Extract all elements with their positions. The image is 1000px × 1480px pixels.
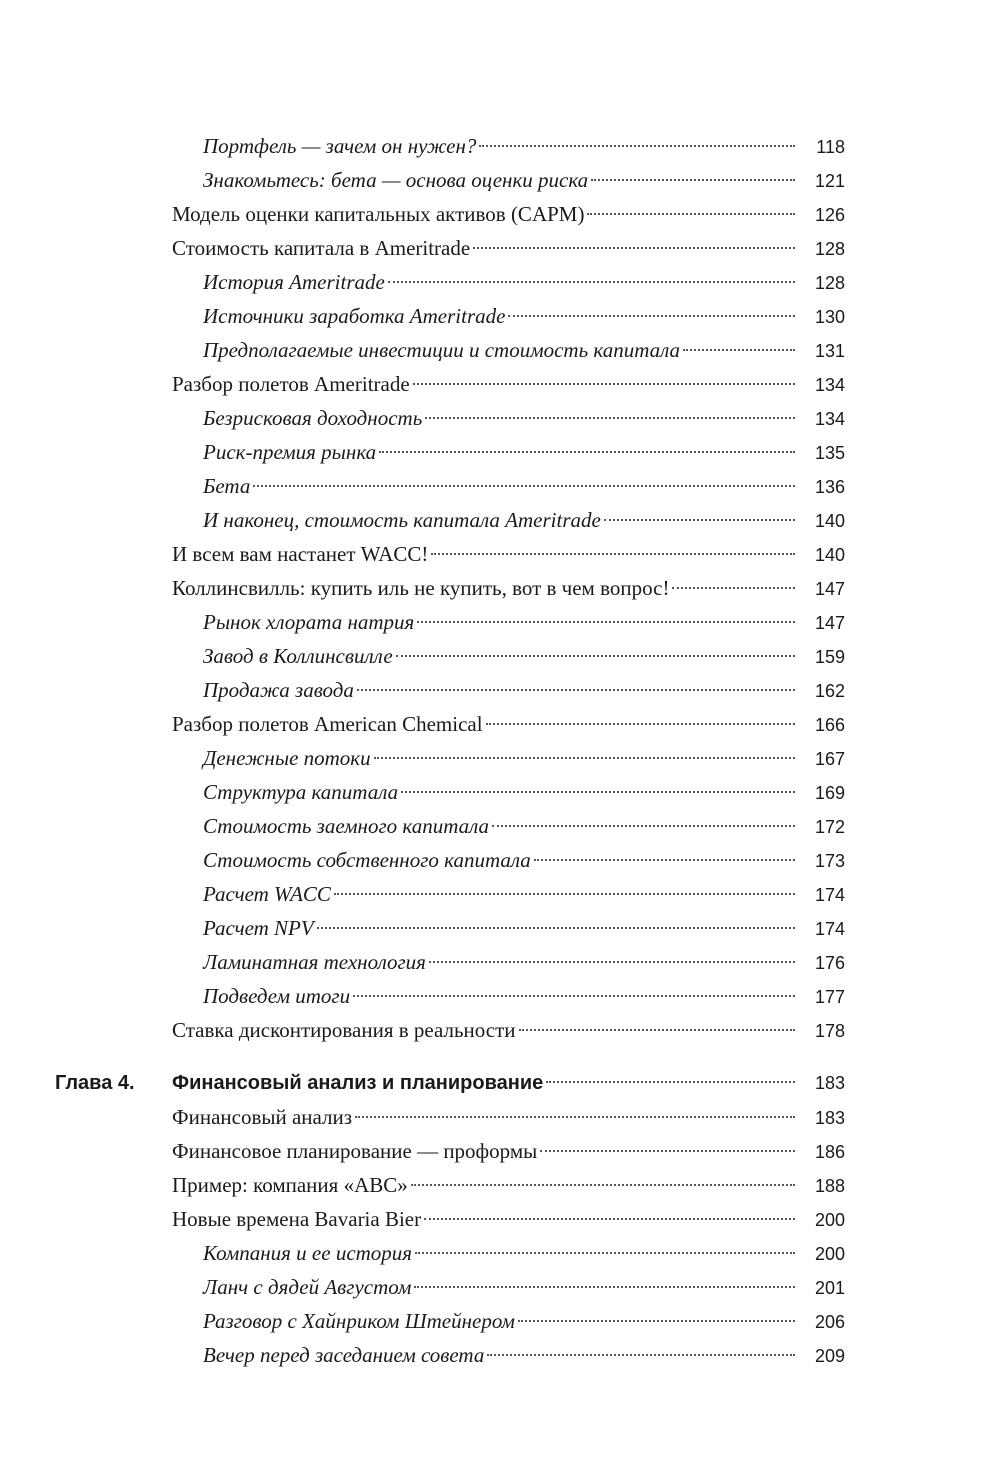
toc-entry-page-number: 126 (814, 205, 845, 225)
toc-entry-title: Предполагаемые инвестиции и стоимость капитала (203, 338, 681, 362)
toc-subsection-entry (203, 911, 845, 945)
toc-subsection-entry (203, 639, 845, 673)
toc-section-entry (172, 231, 845, 265)
toc-entry-page-number: 147 (814, 613, 845, 633)
table-of-contents (0, 129, 1000, 1372)
toc-entry-title: Денежные потоки (203, 746, 371, 770)
toc-entry-title: Портфель — зачем он нужен? (203, 134, 477, 158)
dot-leader (672, 587, 795, 589)
toc-subsection-entry (203, 775, 845, 809)
toc-entry-page-number: 209 (814, 1346, 845, 1366)
toc-entry-title: И наконец, стоимость капитала Ameritrade (203, 508, 601, 532)
toc-subsection-entry (203, 1304, 845, 1338)
toc-section-entry (172, 367, 845, 401)
toc-entry-page-number: 173 (814, 851, 845, 871)
dot-leader (683, 349, 795, 351)
toc-section-entry (172, 1134, 845, 1168)
toc-entry-page-number: 140 (814, 511, 845, 531)
toc-entry-page-number: 128 (814, 239, 845, 259)
dot-leader (486, 723, 795, 725)
dot-leader (508, 315, 795, 317)
toc-entry-title: Завод в Коллинсвилле (203, 644, 393, 668)
toc-subsection-entry (203, 299, 845, 333)
toc-entry-title: История Ameritrade (203, 270, 385, 294)
toc-entry-title: Финансовый анализ и планирование (172, 1072, 544, 1094)
toc-entry-page-number: 121 (814, 171, 845, 191)
toc-subsection-entry (203, 1236, 845, 1270)
toc-entry-title: Знакомьтесь: бета — основа оценки риска (203, 168, 589, 192)
chapter-label: Глава 4. (55, 1072, 135, 1094)
toc-subsection-entry (203, 503, 845, 537)
toc-entry-page-number: 134 (814, 409, 845, 429)
toc-section-entry (172, 571, 845, 605)
toc-entry-title: Стоимость собственного капитала (203, 848, 531, 872)
dot-leader (357, 689, 795, 691)
toc-entry-title: Расчет WACC (203, 882, 331, 906)
dot-leader (396, 655, 795, 657)
toc-entry-title: Разговор с Хайнриком Штейнером (203, 1309, 515, 1333)
toc-entry-page-number: 172 (814, 817, 845, 837)
toc-entry-title: Бета (203, 474, 251, 498)
toc-subsection-entry (203, 843, 845, 877)
toc-chapter-entry (55, 1066, 845, 1100)
toc-entry-page-number: 174 (814, 919, 845, 939)
toc-entry-page-number: 183 (814, 1073, 845, 1093)
toc-entry-page-number: 174 (814, 885, 845, 905)
toc-entry-page-number: 206 (814, 1312, 845, 1332)
toc-entry-title: Стоимость капитала в Ameritrade (172, 236, 471, 260)
toc-entry-title: Стоимость заемного капитала (203, 814, 490, 838)
toc-entry-page-number: 134 (814, 375, 845, 395)
toc-subsection-entry (203, 877, 845, 911)
toc-entry-page-number: 178 (814, 1021, 845, 1041)
toc-entry-page-number: 176 (814, 953, 845, 973)
toc-section-entry (172, 1100, 845, 1134)
dot-leader (415, 1252, 795, 1254)
dot-leader (317, 927, 795, 929)
toc-subsection-entry (203, 469, 845, 503)
dot-leader (388, 281, 795, 283)
dot-leader (519, 1029, 795, 1031)
toc-entry-title: Финансовый анализ (172, 1105, 353, 1129)
toc-entry-title: Модель оценки капитальных активов (CAPM) (172, 202, 585, 226)
toc-section-entry (172, 707, 845, 741)
dot-leader (353, 995, 795, 997)
toc-entry-title: Риск-премия рынка (203, 440, 377, 464)
toc-subsection-entry (203, 809, 845, 843)
toc-section-entry (172, 197, 845, 231)
toc-entry-page-number: 140 (814, 545, 845, 565)
toc-section-entry (172, 1013, 845, 1047)
dot-leader (253, 485, 795, 487)
toc-entry-title: Ланч с дядей Августом (203, 1275, 412, 1299)
toc-subsection-entry (203, 401, 845, 435)
dot-leader (429, 961, 795, 963)
dot-leader (424, 1218, 795, 1220)
toc-subsection-entry (203, 129, 845, 163)
toc-entry-title: Новые времена Bavaria Bier (172, 1207, 422, 1231)
toc-entry-page-number: 177 (814, 987, 845, 1007)
dot-leader (518, 1320, 795, 1322)
toc-entry-title: Вечер перед заседанием совета (203, 1343, 485, 1367)
dot-leader (492, 825, 795, 827)
toc-entry-title: Ламинатная технология (203, 950, 426, 974)
dot-leader (374, 757, 795, 759)
toc-entry-page-number: 166 (814, 715, 845, 735)
dot-leader (431, 553, 795, 555)
dot-leader (473, 247, 795, 249)
dot-leader (587, 213, 795, 215)
toc-subsection-entry (203, 741, 845, 775)
toc-section-entry (172, 1202, 845, 1236)
toc-entry-title: Подведем итоги (203, 984, 351, 1008)
toc-subsection-entry (203, 979, 845, 1013)
dot-leader (379, 451, 795, 453)
toc-subsection-entry (203, 163, 845, 197)
toc-subsection-entry (203, 605, 845, 639)
toc-entry-page-number: 118 (816, 137, 845, 157)
toc-subsection-entry (203, 945, 845, 979)
toc-entry-page-number: 183 (814, 1108, 845, 1128)
dot-leader (604, 519, 795, 521)
toc-entry-title: Ставка дисконтирования в реальности (172, 1018, 516, 1042)
toc-entry-title: Финансовое планирование — проформы (172, 1139, 538, 1163)
toc-entry-page-number: 200 (814, 1210, 845, 1230)
toc-entry-page-number: 147 (814, 579, 845, 599)
toc-entry-page-number: 201 (814, 1278, 845, 1298)
toc-entry-title: Продажа завода (203, 678, 354, 702)
toc-entry-title: Безрисковая доходность (203, 406, 423, 430)
dot-leader (413, 383, 795, 385)
dot-leader (411, 1184, 795, 1186)
toc-entry-title: Разбор полетов Ameritrade (172, 372, 410, 396)
toc-entry-title: Компания и ее история (203, 1241, 413, 1265)
toc-subsection-entry (203, 1270, 845, 1304)
toc-subsection-entry (203, 265, 845, 299)
dot-leader (425, 417, 795, 419)
toc-subsection-entry (203, 673, 845, 707)
dot-leader (534, 859, 795, 861)
toc-entry-page-number: 128 (814, 273, 845, 293)
toc-entry-page-number: 169 (814, 783, 845, 803)
toc-entry-page-number: 131 (814, 341, 845, 361)
toc-subsection-entry (203, 1338, 845, 1372)
toc-subsection-entry (203, 333, 845, 367)
toc-entry-page-number: 136 (814, 477, 845, 497)
dot-leader (487, 1354, 795, 1356)
toc-entry-title: Разбор полетов American Chemical (172, 712, 483, 736)
toc-entry-title: И всем вам настанет WACC! (172, 542, 429, 566)
toc-entry-title: Структура капитала (203, 780, 399, 804)
dot-leader (401, 791, 795, 793)
dot-leader (414, 1286, 795, 1288)
toc-section-entry (172, 537, 845, 571)
toc-entry-page-number: 159 (814, 647, 845, 667)
dot-leader (417, 621, 795, 623)
toc-entry-title: Расчет NPV (203, 916, 314, 940)
toc-entry-page-number: 188 (814, 1176, 845, 1196)
toc-entry-title: Коллинсвилль: купить иль не купить, вот в чем вопрос! (172, 576, 670, 600)
dot-leader (355, 1116, 795, 1118)
toc-section-entry (172, 1168, 845, 1202)
dot-leader (546, 1081, 795, 1083)
dot-leader (540, 1150, 795, 1152)
toc-entry-page-number: 167 (814, 749, 845, 769)
toc-subsection-entry (203, 435, 845, 469)
toc-entry-page-number: 200 (814, 1244, 845, 1264)
toc-entry-title: Пример: компания «ABC» (172, 1173, 408, 1197)
toc-entry-title: Источники заработка Ameritrade (203, 304, 506, 328)
toc-entry-page-number: 130 (814, 307, 845, 327)
dot-leader (334, 893, 795, 895)
toc-entry-page-number: 186 (814, 1142, 845, 1162)
toc-entry-page-number: 135 (814, 443, 845, 463)
toc-entry-title: Рынок хлората натрия (203, 610, 415, 634)
dot-leader (591, 179, 795, 181)
toc-entry-page-number: 162 (814, 681, 845, 701)
dot-leader (479, 145, 795, 147)
